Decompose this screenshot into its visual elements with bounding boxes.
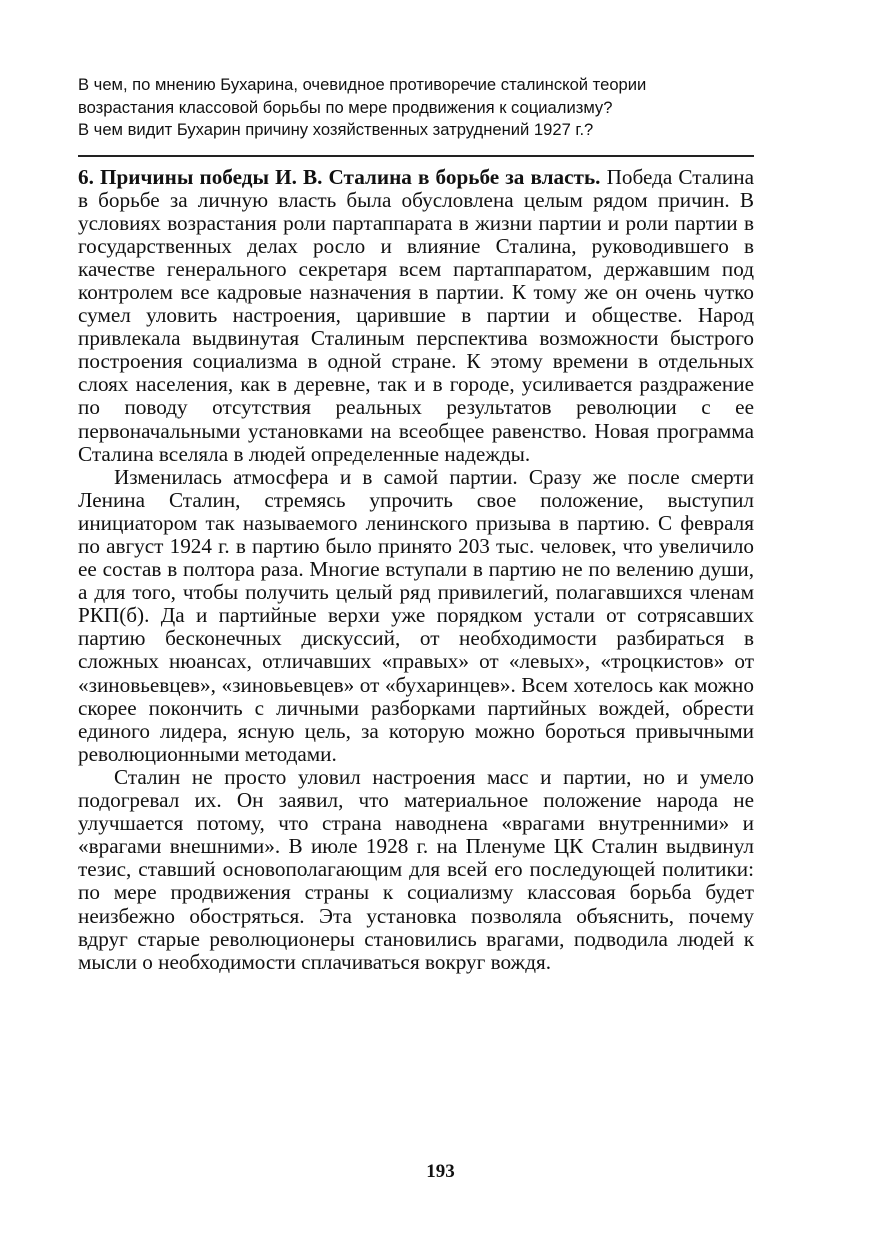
section-divider [78, 155, 754, 157]
paragraph-3: Сталин не просто уловил настроения масс и партии, но и умело подогревал их. Он заявил, что материальное положение народа не улучшается потому, что страна наводнена «врагами внутренними» и «врагами внешними». В июле 1928 г. на Пленуме ЦК Сталин выдвинул тезис, ставший основополагающим для всей его последующей политики: по мере продвижения страны к социализму классовая борьба будет неизбежно обостряться. Эта установка позволяла объяснить, почему вдруг старые революционеры становились врагами, подводила людей к мысли о необходимости сплачиваться вокруг вождя. [78, 764, 754, 974]
section-body [78, 166, 754, 974]
paragraph-2: Изменилась атмосфера и в самой партии. Сразу же после смерти Ленина Сталин, стремясь упрочить свое положение, выступил инициатором так называемого ленинского призыва в партию. С февраля по август 1924 г. в партию было принято 203 тыс. человек, что увеличило ее состав в полтора раза. Многие вступали в партию не по велению души, а для того, чтобы получить целый ряд привилегий, полагавшихся членам РКП(б). Да и партийные верхи уже порядком устали от сотрясавших партию бесконечных дискуссий, от необходимости разбираться в сложных нюансах, отличавших «правых» от «левых», «троцкистов» от «зиновьевцев», «зиновьевцев» от «бухаринцев». Всем хотелось как можно скорее покончить с личными разборками партийных вождей, обрести единого лидера, ясную цель, за которую можно бороться привычными революционными методами. [78, 464, 754, 766]
paragraph-1-text: Победа Сталина в борьбе за личную власть была обусловлена целым рядом причин. В условиях возрастания роли партаппарата в жизни партии и роли партии в государственных делах росло и влияние Сталина, руководившего в качестве генерального секретаря всем партаппаратом, державшим под контролем все кадровые назначения в партии. К тому же он очень чутко сумел уловить настроения, царившие в партии и обществе. Народ привлекала выдвинутая Сталиным перспектива возможности быстрого построения социализма в одной стране. К этому времени в отдельных слоях населения, как в деревне, так и в городе, усиливается раздражение по поводу отсутствия реальных результатов революции с ее первоначальными установками на всеобщее равенство. Новая программа Сталина вселяла в людей определенные надежды. [78, 164, 754, 466]
page-content [78, 74, 754, 974]
review-questions: В чем, по мнению Бухарина, очевидное противоречие сталинской теории возрастания классовой борьбы по мере продвижения к социализму? В чем видит Бухарин причину хозяйственных затруднений 1927 г.? [78, 75, 647, 139]
paragraph-1 [78, 166, 754, 466]
page-number: 193 [426, 1161, 455, 1182]
section-heading: 6. Причины победы И. В. Сталина в борьбе за власть. [78, 164, 601, 189]
